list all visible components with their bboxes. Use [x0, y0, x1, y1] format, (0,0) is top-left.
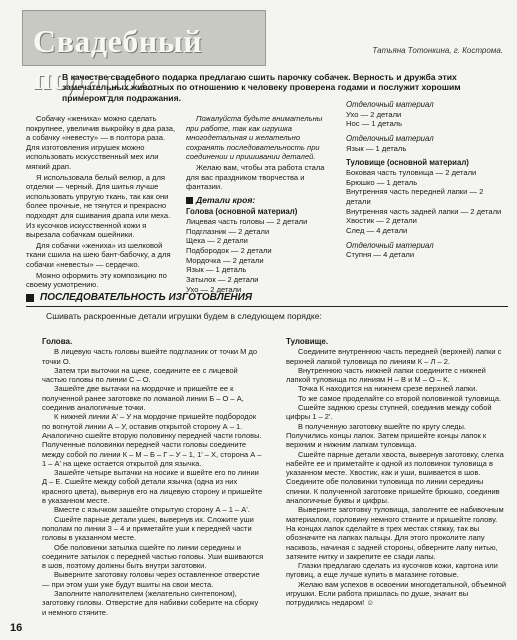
- bullet-square-icon: [186, 197, 193, 204]
- parts-group-title: Отделочный материал: [346, 100, 434, 109]
- instruction-paragraph: В лицевую часть головы вшейте подглазник от точки М до точки О.: [42, 347, 258, 366]
- part-item: Брюшко — 1 деталь: [346, 177, 418, 187]
- part-item: Язык — 1 деталь: [186, 265, 247, 275]
- part-item: Внутренняя часть задней лапки — 2 детали: [346, 206, 502, 216]
- part-item: Подбородок — 2 детали: [186, 246, 272, 256]
- instruction-paragraph: К нижней линии А' – У на мордочке пришейте подбородок по вогнутой линии А – У, оставив открытой сторону А – 1. Аналогично сшейте вторую половинку передней части головы. Полученные половинки передней части головы соедините между собой по линии К – М – Б – Г – У – 1, 1' – Х, сторона А – 1 – А' на щеке остается открытой для язычка.: [42, 412, 262, 468]
- parts-heading: [186, 196, 336, 206]
- instructions-body: [286, 337, 508, 608]
- advice-paragraph: Пожалуйста будьте внимательны при работе, так как игрушка многодетальная и желательно сохранять последовательность при соединении и пришивании деталей.: [186, 114, 323, 162]
- part-item: Ухо — 2 детали: [186, 284, 242, 294]
- section-title: [26, 292, 508, 303]
- section-title-label: ПОСЛЕДОВАТЕЛЬНОСТЬ ИЗГОТОВЛЕНИЯ: [40, 292, 253, 303]
- instruction-paragraph: Выверните заготовку туловища, заполните ее набивочным материалом, горловину немного стяните и пришейте голову. На концах лапок сделайте в трех местах стяжку, так вы обозначите на лапках пальцы. Для этого проколите лапу насквозь, начиная с задней стороны, обверните лапу нитью, затяните нитку и закрепите ее сзади лапы.: [286, 505, 504, 561]
- instruction-paragraph: Сшейте заднюю срезы ступней, соединив между собой цифры 1 – 2'.: [286, 403, 492, 422]
- instruction-paragraph: Желаю вам успехов в освоении многодетальной, объемной игрушки. Если работа пришлась по душе, значит вы потрудились недаром! ☺: [286, 579, 507, 608]
- instruction-paragraph: Заполните наполнителем (желательно синтепоном), заготовку головы. Отверстие для набивки соберите на сборку и немного стяните.: [42, 589, 259, 617]
- title-banner: [22, 10, 266, 96]
- parts-group-title: Туловище (основной материал): [346, 158, 469, 168]
- part-item: Ухо — 2 детали: [346, 109, 402, 119]
- parts-group-title: Отделочный материал: [346, 134, 434, 143]
- page-title: Свадебный подарок: [33, 23, 203, 96]
- part-item: Хвостик — 2 детали: [346, 216, 417, 226]
- instruction-heading: Голова.: [42, 337, 73, 346]
- instruction-paragraph: Выверните заготовку головы через оставленное отверстие — при этом уши уже будут вшиты на свои места.: [42, 570, 260, 589]
- part-item: Боковая часть туловища — 2 детали: [346, 167, 477, 177]
- column-parts-continued: [346, 100, 508, 260]
- section-divider: [26, 306, 508, 307]
- instructions-head: [42, 337, 264, 617]
- part-item: Щека — 2 детали: [186, 236, 248, 246]
- paragraph: Для собачки «жениха» из шелковой ткани сшила на шею бант-бабочку, а для собачки «невесты» — сердечко.: [26, 240, 171, 269]
- column-parts: [186, 114, 336, 295]
- paragraph: Собачку «жениха» можно сделать покрупнее, увеличив выкройку в два раза, а собачку «невесту» — в полтора раза. Для изготовления игрушек можно использовать искусственный мех или мягкий драп.: [26, 114, 176, 171]
- wish-paragraph: Желаю вам, чтобы эта работа стала для вас праздником творчества и фантазии.: [186, 162, 325, 192]
- part-item: Лицевая часть головы — 2 детали: [186, 216, 308, 226]
- section-intro: Сшивать раскроенные детали игрушки будем в следующем порядке:: [46, 311, 322, 321]
- instruction-paragraph: Точка К находится на нижнем срезе верхней лапки.: [298, 384, 478, 394]
- instruction-paragraph: Вместе с язычком зашейте открытую сторону А – 1 – А'.: [54, 505, 250, 515]
- part-item: След — 4 детали: [346, 226, 408, 236]
- parts-heading-label: Детали кроя:: [196, 194, 256, 205]
- part-item: Внутренняя часть передней лапки — 2 детали: [346, 187, 484, 206]
- instruction-paragraph: Глазки предлагаю сделать из кусочков кожи, картона или пуговиц, а еще лучше купить в магазине готовые.: [286, 561, 498, 580]
- bullet-square-icon: [26, 294, 34, 302]
- instruction-paragraph: Затем три выточки на щеке, соедините ее с лицевой частью головы по линии С – О.: [42, 365, 238, 385]
- paragraph: Я использовала белый велюр, а для отделки — черный. Для шитья лучше использовать упругую ткань, так как они более прочные, не тянутся и прекрасно подходят для сшивания драпа или меха. Из кусочков искусственной кожи я вырезала собачкам ошейники.: [26, 172, 171, 240]
- page-number: 16: [10, 622, 23, 634]
- part-item: Затылок — 2 детали: [186, 275, 259, 285]
- instruction-paragraph: Соедините внутреннюю часть передней (верхней) лапки с верхней лапкой туловища по линиям К – Л – 2.: [286, 347, 502, 366]
- instruction-paragraph: Сшейте парные детали ушек, вывернув их. Сложите уши пополам по линии 3 – 4 и приметайте уши к передней части головы в указанном месте.: [42, 514, 254, 543]
- part-item: Подглазник — 2 детали: [186, 226, 270, 236]
- part-item: Нос — 1 деталь: [346, 119, 403, 129]
- parts-group-title: Отделочный материал: [346, 240, 434, 250]
- instruction-paragraph: Внутреннюю часть нижней лапки соедините с нижней лапкой туловища по линиям Н – В и М – О – К.: [286, 365, 486, 385]
- column-materials: [26, 114, 178, 291]
- part-item: Ступня — 4 детали: [346, 250, 415, 260]
- intro-paragraph: В качестве свадебного подарка предлагаю сшить парочку собачек. Верность и дружба этих замечательных животных по отношению к человеку проверена годами и послужит хорошим примером для подражания.: [62, 72, 461, 103]
- paragraph: Можно оформить эту композицию по своему усмотрению.: [26, 270, 167, 290]
- instruction-paragraph: Обе половинки затылка сшейте по линии середины и соедините затылок с передней частью головы. Уши вшиваются в шов, поэтому должны быть внутри заготовки.: [42, 542, 264, 571]
- instruction-paragraph: Зашейте четыре вытачки на носике и вшейте его по линии Д – Е. Сшейте между собой детали язычка (одна из них красного цвета), вывернув его на лицевую сторону и пришейте в указанном месте.: [42, 468, 263, 506]
- part-item: Язык — 1 деталь: [346, 143, 407, 153]
- author-credit: Татьяна Тотонкина, г. Кострома.: [372, 46, 503, 55]
- part-item: Мордочка — 2 детали: [186, 255, 264, 265]
- parts-group-title: Голова (основной материал): [186, 207, 298, 217]
- instruction-paragraph: То же самое проделайте со второй половинкой туловища.: [298, 393, 502, 403]
- instruction-paragraph: Зашейте две вытачки на мордочке и пришейте ее к полученной ранее заготовке по ломаной линии Б – О – А, соединив аналогичные точки.: [42, 384, 244, 413]
- instruction-heading: Туловище.: [286, 337, 329, 346]
- instruction-paragraph: В полученную заготовку вшейте по кругу следы. Получились концы лапок. Затем пришейте концы лапок к верхним и нижним лапкам туловища.: [286, 421, 487, 450]
- instruction-paragraph: Сшейте парные детали хвоста, вывернув заготовку, слегка набейте ее и приметайте к одной из половинок туловища в указанном месте. Хвостик, как и уши, вшивается в шов. Соедините обе половинки туловища по линии середины спинки. К полученной заготовке пришейте брюшко, соединив аналогичные буквы и цифры.: [286, 449, 504, 506]
